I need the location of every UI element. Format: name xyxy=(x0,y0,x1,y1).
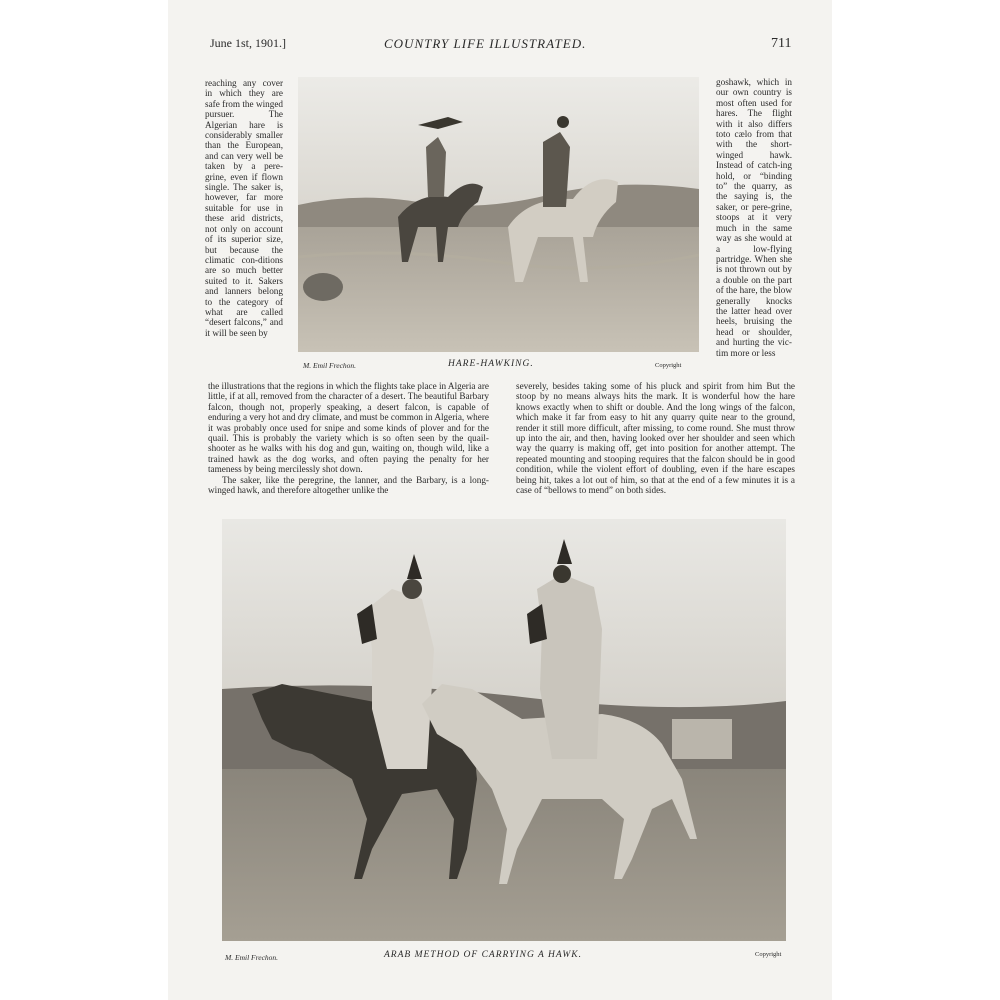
text-column-left-top xyxy=(205,78,283,338)
photo-hare-hawking-image xyxy=(298,77,699,352)
text-column-left-bottom xyxy=(208,381,489,495)
photo-arab-method-image xyxy=(222,519,786,941)
copyright-bottom: Copyright xyxy=(755,951,782,958)
caption-arab-method: ARAB METHOD OF CARRYING A HAWK. xyxy=(384,950,582,960)
page-number: 711 xyxy=(771,36,792,51)
text-column-right-top xyxy=(716,77,792,358)
photo-arab-method xyxy=(222,519,786,941)
paragraph: The saker, like the peregrine, the lanner, and the Barbary, is a long-winged hawk, and therefore altogether unlike the xyxy=(208,474,489,496)
paragraph: severely, besides taking some of his pluck and spirit from him But the stoop by no means always hits the mark. It is wonderful how the hare knows exactly when to shift or double. And the long wings of the falcon, which make it far from easy to hit any quarry quite near to the ground, render it still more difficult, after missing, to come round. She must throw up into the air, and then, having looked over her shoulder and seen which way the quarry is making off, get into position for another attempt. The repeated mounting and stooping requires that the falcon should be in good condition, while the violent effort of doubling, even if the hare escapes being hit, takes a lot out of him, so that at the end of a few minutes it is a case of “bellows to mend” on both sides. xyxy=(516,381,795,496)
caption-hare-hawking: HARE-HAWKING. xyxy=(448,359,534,369)
photo-credit-bottom: M. Emil Frechon. xyxy=(225,953,279,962)
paragraph: reaching any cover in which they are safe from the winged pursuer. The Algerian hare is considerably smaller than the European, and can very well be taken by a pere-grine, even if flown single. The saker is, however, far more suitable for use in these arid districts, not only on account of its superior size, but because the climatic con-ditions are so much better suited to it. Sakers and lanners belong to the category of what are called “desert falcons,” and it will be seen by xyxy=(205,78,283,338)
photo-credit-top: M. Emil Frechon. xyxy=(303,361,357,370)
header-title: COUNTRY LIFE ILLUSTRATED. xyxy=(384,36,587,51)
copyright-top: Copyright xyxy=(655,362,682,369)
photo-hare-hawking xyxy=(298,77,699,352)
text-column-right-bottom xyxy=(516,381,795,495)
paragraph: goshawk, which in our own country is most often used for hares. The flight with it also differs toto cælo from that with the short-winged hawk. Instead of catch-ing hold, or “binding to” the quarry, as the saying is, the saker, or pere-grine, stoops at it very much in the same way as she would at a low-flying partridge. When she is not thrown out by a double on the part of the hare, the blow generally knocks the latter head over heels, bruising the head or shoulder, and hurting the vic-tim more or less xyxy=(716,77,792,358)
paragraph: the illustrations that the regions in which the flights take place in Algeria are little, if at all, removed from the character of a desert. The beautiful Barbary falcon, though not, properly speaking, a desert falcon, is capable of enduring a very hot and dry climate, and must be common in Algeria, where it was probably once used for snipe and some kinds of plover and for the quail. This is probably the variety which is so often seen by the quail-shooter as he walks with his dog and gun, waiting on, though wild, like a trained hawk as the dog works, and often paying the penalty for her tameness by being mercilessly shot down. xyxy=(208,381,489,475)
header-date: June 1st, 1901.] xyxy=(210,36,286,50)
